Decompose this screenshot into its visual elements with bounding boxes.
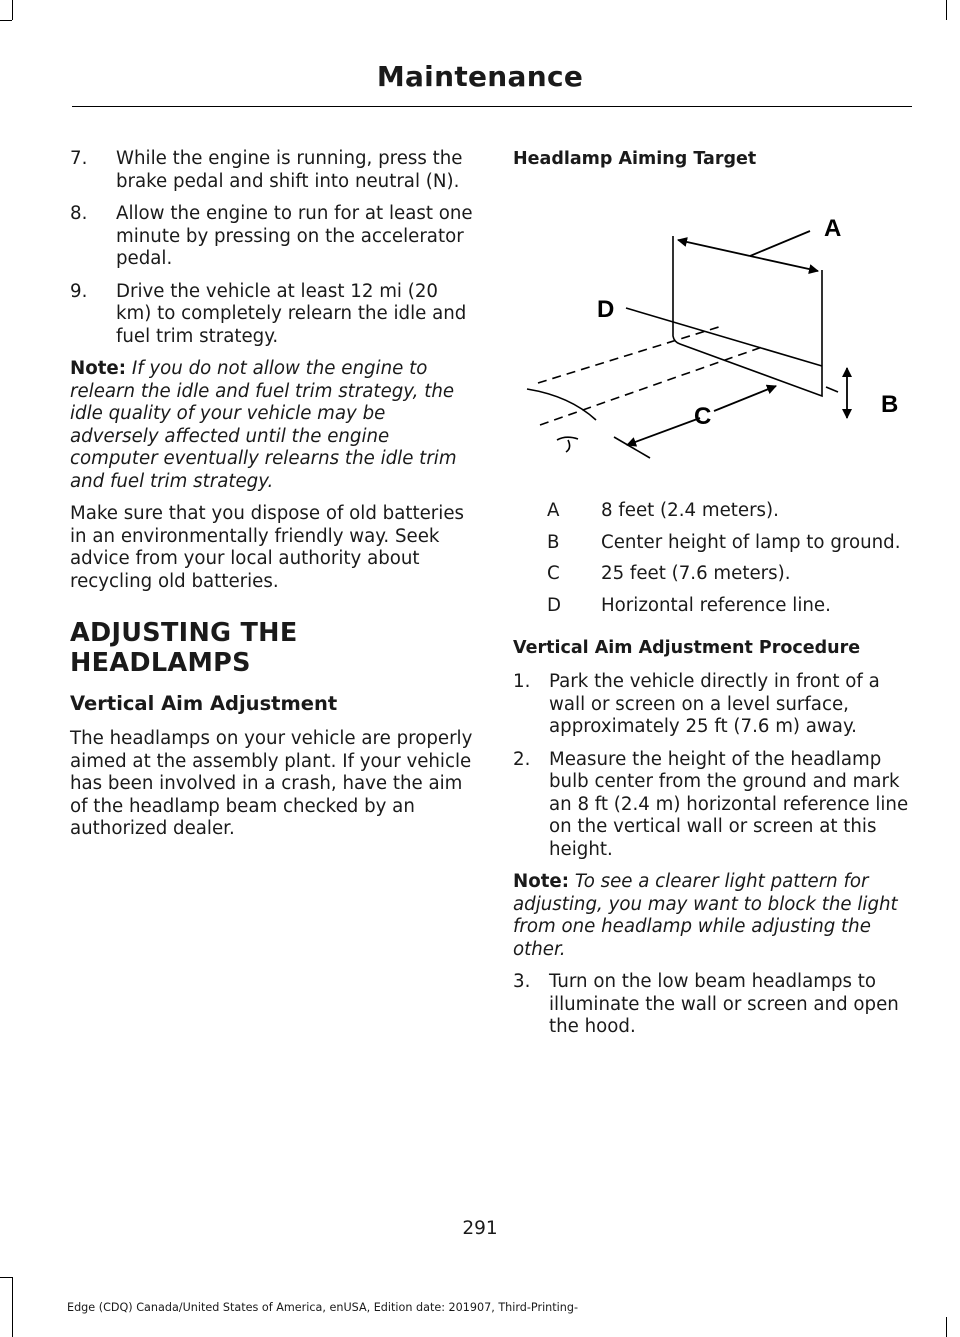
note-label: Note: [70,358,127,379]
footer-text: Edge (CDQ) Canada/United States of America, enUSA, Edition date: 201907, Third-Printing- [67,1301,578,1314]
dimension-arrow-a-left [678,240,750,256]
left-column [70,148,478,851]
vehicle-wheel-arc [566,440,570,452]
step-number: 8. [70,203,88,224]
beam-line-upper [538,326,722,383]
page-title: Maintenance [376,60,584,93]
step-text: Drive the vehicle at least 12 mi (20 km) to completely relearn the idle and fuel trim strategy. [116,280,467,347]
step-number: 7. [70,148,88,169]
dimension-arrow-a-right [750,256,818,271]
legend-row [513,595,911,618]
page-number: 291 [462,1218,498,1239]
legend-value: 25 feet (7.6 meters). [601,563,791,584]
list-item [70,148,478,193]
battery-disposal-paragraph: Make sure that you dispose of old batteries in an environmentally friendly way. Seek advice from your local authority about recycling old batteries. [70,503,465,592]
step-number: 1. [513,671,531,692]
procedure-title: Vertical Aim Adjustment Procedure [513,638,861,658]
crop-mark-bottom-left [12,1277,13,1337]
legend-key: D [547,594,562,616]
ground-tick-c [614,437,650,458]
right-column [513,148,911,1049]
wall-screen-outline [673,236,822,396]
crop-mark-top-left-h [0,20,12,21]
crop-mark-bottom-right [946,1317,947,1337]
step-text: Turn on the low beam headlamps to illuminate the wall or screen and open the hood. [549,971,899,1037]
legend-value: 8 feet (2.4 meters). [601,500,779,521]
legend-key: A [547,500,560,521]
note-text: If you do not allow the engine to relearn the idle and fuel trim strategy, the idle quality of your vehicle may be adversely affected until the engine computer eventually relearns the idle trim and fuel trim strategy. [70,358,457,492]
dimension-arrow-c-right [714,386,776,411]
legend-value: Horizontal reference line. [601,594,831,616]
aim-paragraph: The headlamps on your vehicle are properly aimed at the assembly plant. If your vehicle has been involved in a crash, have the aim of the headlamp beam checked by an authorized dealer. [70,728,473,839]
header-rule [72,106,912,107]
light-pattern-note [513,871,911,961]
vehicle-wheel [557,437,578,440]
legend-row [513,500,911,523]
list-item [513,671,911,739]
headlamp-aiming-diagram [513,188,911,478]
step-number: 2. [513,748,531,770]
list-item [513,749,911,862]
legend-key: B [547,531,560,553]
vehicle-outline [527,389,596,420]
reference-line-d [626,308,822,366]
step-text: Park the vehicle directly in front of a wall or screen on a level surface, approximately 25 ft (7.6 m) away. [549,671,880,737]
step-text: Allow the engine to run for at least one minute by pressing on the accelerator pedal. [116,203,473,269]
diagram-label-b: B [881,391,899,418]
step-number: 9. [70,280,88,302]
section-title: ADJUSTING THE HEADLAMPS [70,618,298,678]
list-item [513,971,911,1039]
beam-line-lower [540,346,765,425]
leader-line-a [750,231,810,256]
figure-title: Headlamp Aiming Target [513,149,757,169]
legend-key: C [547,563,560,584]
distance-tick-a [826,387,838,392]
subsection-title: Vertical Aim Adjustment [70,692,338,715]
legend-row [513,563,911,586]
list-item [70,281,478,349]
step-text: While the engine is running, press the brake pedal and shift into neutral (N). [116,148,463,192]
note-label: Note: [513,871,570,892]
legend-row [513,532,911,555]
crop-mark-top-right [946,0,947,20]
diagram-label-d: D [597,296,615,323]
step-text: Measure the height of the headlamp bulb center from the ground and mark an 8 ft (2.4 m) horizontal reference line on the vertical wall or screen at this height. [549,748,909,860]
legend-value: Center height of lamp to ground. [601,531,901,553]
diagram-label-a: A [824,215,842,242]
list-item [70,203,478,271]
dimension-arrow-c-left [627,418,700,445]
diagram-legend [513,500,911,617]
engine-note [70,358,478,493]
diagram-label-c: C [694,403,712,430]
step-number: 3. [513,971,531,992]
crop-mark-bottom-left-h [0,1277,12,1278]
note-text: To see a clearer light pattern for adjusting, you may want to block the light from one headlamp while adjusting the other. [513,871,898,960]
crop-mark-top-left [12,0,13,20]
